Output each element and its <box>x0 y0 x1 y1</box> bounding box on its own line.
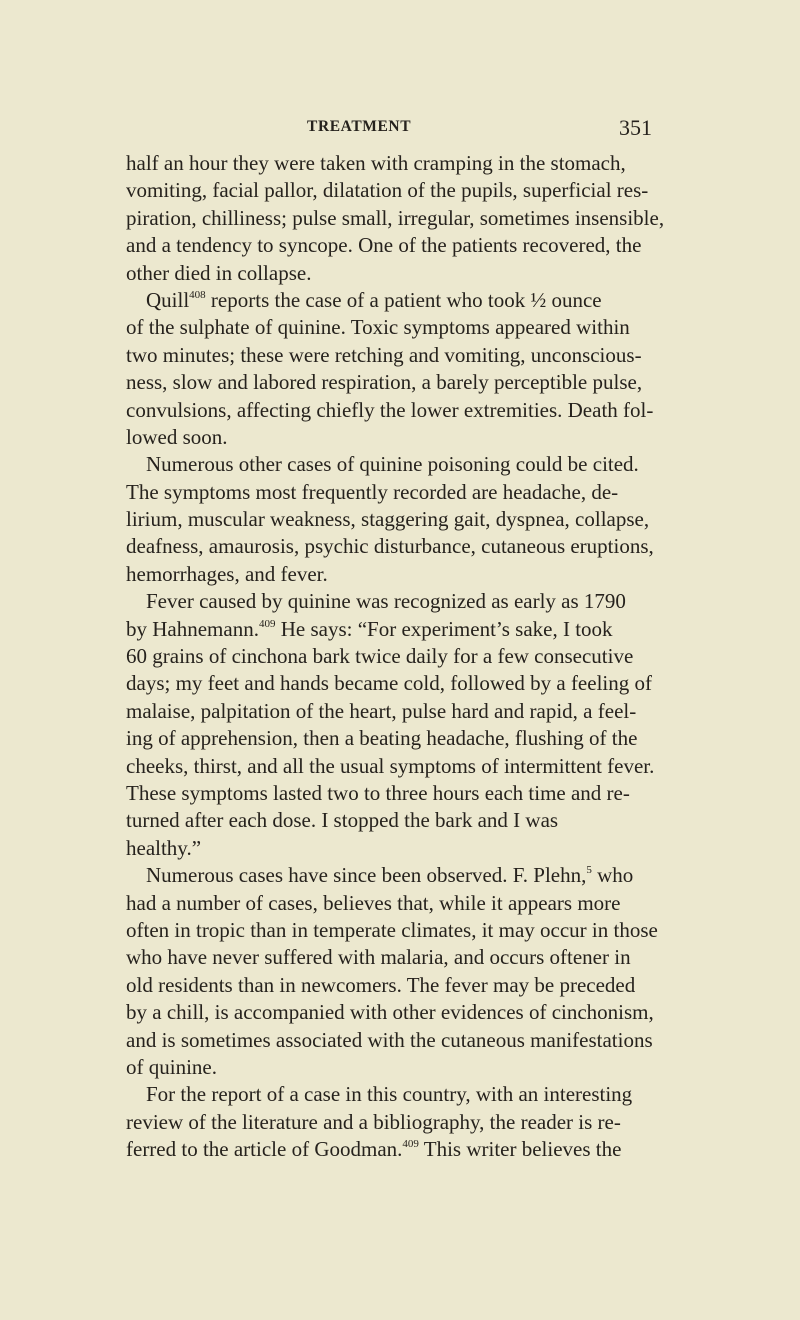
text-segment: often in tropic than in temperate climates, it may occur in those <box>126 917 658 942</box>
text-segment: piration, chilliness; pulse small, irregular, sometimes insensible, <box>126 205 665 230</box>
text-line <box>126 342 682 369</box>
text-segment: He says: “For experiment’s sake, I took <box>275 616 613 641</box>
text-segment: had a number of cases, believes that, while it appears more <box>126 890 621 915</box>
text-segment: by a chill, is accompanied with other evidences of cinchonism, <box>126 1000 654 1025</box>
footnote-reference: 409 <box>258 617 276 630</box>
page-number: 351 <box>619 115 652 140</box>
text-line <box>126 1054 682 1081</box>
text-line <box>126 479 682 506</box>
text-segment: and is sometimes associated with the cutaneous manifestations <box>126 1027 653 1052</box>
text-line <box>126 424 682 451</box>
text-segment: turned after each dose. I stopped the bark and I was <box>126 808 559 833</box>
text-segment: malaise, palpitation of the heart, pulse hard and rapid, a feel- <box>126 698 637 723</box>
text-segment: other died in collapse. <box>126 260 312 285</box>
text-segment: convulsions, affecting chiefly the lower extremities. Death fol- <box>126 397 654 422</box>
text-line <box>126 890 682 917</box>
text-segment: deafness, amaurosis, psychic disturbance, cutaneous eruptions, <box>126 534 654 559</box>
running-head: TREATMENT <box>307 118 412 135</box>
text-line <box>126 397 682 424</box>
text-line <box>126 588 682 615</box>
page-header <box>0 114 800 144</box>
text-line <box>126 506 682 533</box>
text-segment: reports the case of a patient who took ½ ounce <box>205 287 602 312</box>
text-segment: healthy.” <box>126 835 202 860</box>
text-segment: and a tendency to syncope. One of the patients recovered, the <box>126 233 642 258</box>
text-segment: vomiting, facial pallor, dilatation of the pupils, superficial res- <box>126 178 649 203</box>
text-line <box>126 1109 682 1136</box>
text-line <box>126 451 682 478</box>
text-line <box>126 944 682 971</box>
text-line <box>126 1027 682 1054</box>
footnote-reference: 408 <box>189 288 206 301</box>
text-segment: half an hour they were taken with cramping in the stomach, <box>126 151 626 175</box>
text-segment: of the sulphate of quinine. Toxic symptoms appeared within <box>126 315 630 340</box>
text-line <box>126 835 682 862</box>
text-segment: Fever caused by quinine was recognized as early as 1790 <box>146 589 626 614</box>
body-text <box>126 150 682 1163</box>
text-segment: ness, slow and labored respiration, a barely perceptible pulse, <box>126 370 643 395</box>
text-line <box>126 643 682 670</box>
text-line <box>126 698 682 725</box>
text-line <box>126 177 682 204</box>
text-line <box>126 561 682 588</box>
text-line <box>126 1136 682 1163</box>
text-line <box>126 314 682 341</box>
text-line <box>126 260 682 287</box>
text-segment: review of the literature and a bibliography, the reader is re- <box>126 1109 621 1134</box>
text-line <box>126 862 682 889</box>
text-segment: Quill <box>146 287 190 312</box>
footnote-reference: 409 <box>402 1138 419 1151</box>
text-line <box>126 369 682 396</box>
text-segment: days; my feet and hands became cold, followed by a feeling of <box>126 671 652 696</box>
text-segment: of quinine. <box>126 1054 217 1079</box>
text-line <box>126 287 682 314</box>
text-segment: lowed soon. <box>126 424 228 449</box>
text-line <box>126 1081 682 1108</box>
text-line <box>126 999 682 1026</box>
text-line <box>126 533 682 560</box>
text-segment: Numerous cases have since been observed. F. Plehn, <box>146 863 587 888</box>
text-line <box>126 753 682 780</box>
text-segment: who have never suffered with malaria, and occurs oftener in <box>126 945 631 970</box>
text-segment: cheeks, thirst, and all the usual symptoms of intermittent fever. <box>126 753 655 778</box>
footnote-reference: 5 <box>586 864 592 877</box>
text-line <box>126 232 682 259</box>
text-segment: The symptoms most frequently recorded are headache, de- <box>126 479 619 504</box>
text-segment: who <box>591 863 634 888</box>
text-line <box>126 917 682 944</box>
text-segment: This writer believes the <box>418 1137 622 1162</box>
text-segment: two minutes; these were retching and vomiting, unconscious- <box>126 342 642 367</box>
text-segment: ing of apprehension, then a beating headache, flushing of the <box>126 726 638 751</box>
text-segment: lirium, muscular weakness, staggering gait, dyspnea, collapse, <box>126 507 650 532</box>
text-line <box>126 807 682 834</box>
text-segment: by Hahnemann. <box>126 616 259 641</box>
text-line <box>126 780 682 807</box>
text-segment: hemorrhages, and fever. <box>126 561 328 586</box>
text-line <box>126 205 682 232</box>
text-segment: Numerous other cases of quinine poisoning could be cited. <box>146 452 639 477</box>
text-line <box>126 725 682 752</box>
text-line <box>126 150 682 177</box>
text-line <box>126 616 682 643</box>
text-segment: 60 grains of cinchona bark twice daily for a few consecutive <box>126 644 634 669</box>
text-segment: For the report of a case in this country, with an interesting <box>146 1082 633 1107</box>
text-line <box>126 972 682 999</box>
text-line <box>126 670 682 697</box>
text-segment: ferred to the article of Goodman. <box>126 1137 403 1162</box>
text-segment: old residents than in newcomers. The fever may be preceded <box>126 972 636 997</box>
text-segment: These symptoms lasted two to three hours each time and re- <box>126 780 630 805</box>
